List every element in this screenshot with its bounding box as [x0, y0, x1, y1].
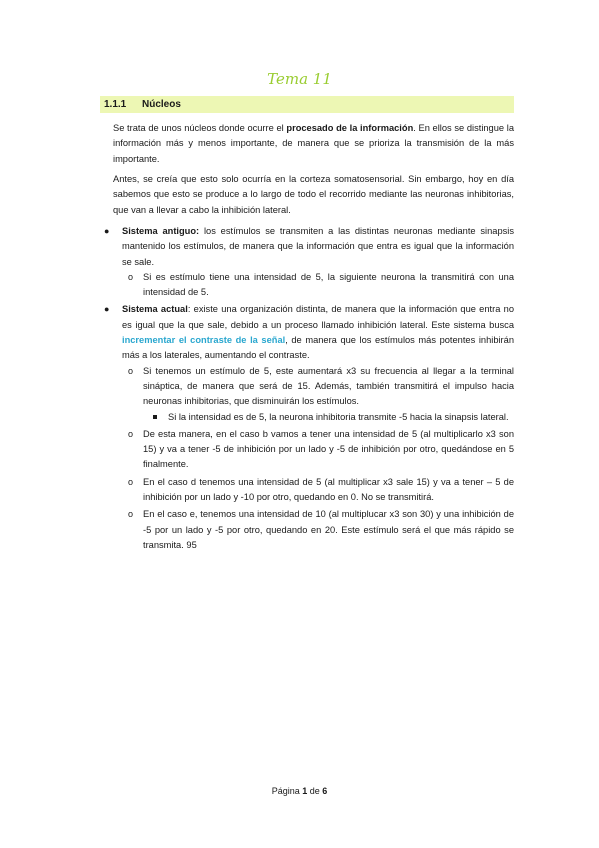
bullet-item-current-system: ● Sistema actual: existe una organización distinta, de manera que la información que entra no es igual que la que sale, debido a un proceso llamado inhibición lateral. Este sistema busca incrementar el contraste de la señal, de manera que los estímulos más potentes inhibirán más a los laterales, aumentando el contraste. — [104, 304, 514, 361]
circle-bullet-icon: o — [128, 509, 134, 520]
document-title: Tema 11 — [267, 70, 332, 88]
sub-item: o En el caso d tenemos una intensidad de 5 (al multiplicar x3 sale 15) y va a tener – 5 de inhibición por un lado y -10 por otro, quedando en 0. No se transmitirá. — [128, 476, 514, 503]
page-total: 6 — [322, 786, 328, 796]
bullet-icon: ● — [104, 226, 110, 236]
paragraph-intro: Se trata de unos núcleos donde ocurre el procesado de la información. En ellos se distingue la información más y menos importante, de manera que se prioriza la transmisión de la más importante. — [113, 123, 514, 164]
circle-bullet-icon: o — [128, 476, 134, 487]
sub-sub-item: Si la intensidad es de 5, la neurona inhibitoria transmite -5 hacia la sinapsis lateral. — [113, 410, 514, 425]
sub-item: o Si tenemos un estímulo de 5, este aumentará x3 su frecuencia al llegar a la terminal sináptica, de manera que será de 15. Además, también transmitirá el impulso hacia neuronas inhibitorias, que disminuirán los estímulos. — [128, 365, 514, 407]
bullet-item-old-system: ● Sistema antiguo: los estímulos se transmiten a las distintas neuronas mediante sinapsis mantenido los estímulos, de manera que la información que entra es igual que la información se sale. — [104, 226, 514, 267]
sub-item: o Si es estímulo tiene una intensidad de 5, la siguiente neurona la transmitirá con una intensidad de 5. — [128, 271, 514, 298]
bullet-icon: ● — [104, 304, 110, 315]
bullet-list — [104, 224, 514, 553]
circle-bullet-icon: o — [128, 271, 134, 282]
bold-term: procesado de la información — [286, 123, 414, 133]
section-heading — [100, 96, 514, 113]
section-title: Núcleos — [142, 99, 181, 110]
sub-item: o De esta manera, en el caso b vamos a tener una intensidad de 5 (al multiplicarlo x3 son 15) y va a tener -5 de inhibición por un lado y -5 de inhibición por otro, quedándose en 5 finalmente. — [128, 428, 514, 470]
circle-bullet-icon: o — [128, 428, 134, 439]
circle-bullet-icon: o — [128, 365, 134, 376]
page-number: 1 — [302, 786, 308, 796]
highlighted-phrase: incrementar el contraste de la señal — [122, 335, 286, 346]
section-number: 1.1.1 — [104, 99, 127, 110]
paragraph-context: Antes, se creía que esto solo ocurría en la corteza somatosensorial. Sin embargo, hoy en día sabemos que esto se produce a lo largo de todo el recorrido mediante las neuronas inhibitorias, que van a llevar a cabo la inhibición lateral. — [113, 174, 514, 215]
sub-item: o En el caso e, tenemos una intensidad de 10 (al multiplucar x3 son 30) y una inhibición de -5 por un lado y -5 por otro, quedando en 20. Este estímulo será el que más rápido se transmita. 95 — [128, 509, 514, 550]
square-bullet-icon — [153, 415, 157, 419]
page-footer: Página 1 de 6 — [271, 786, 328, 796]
